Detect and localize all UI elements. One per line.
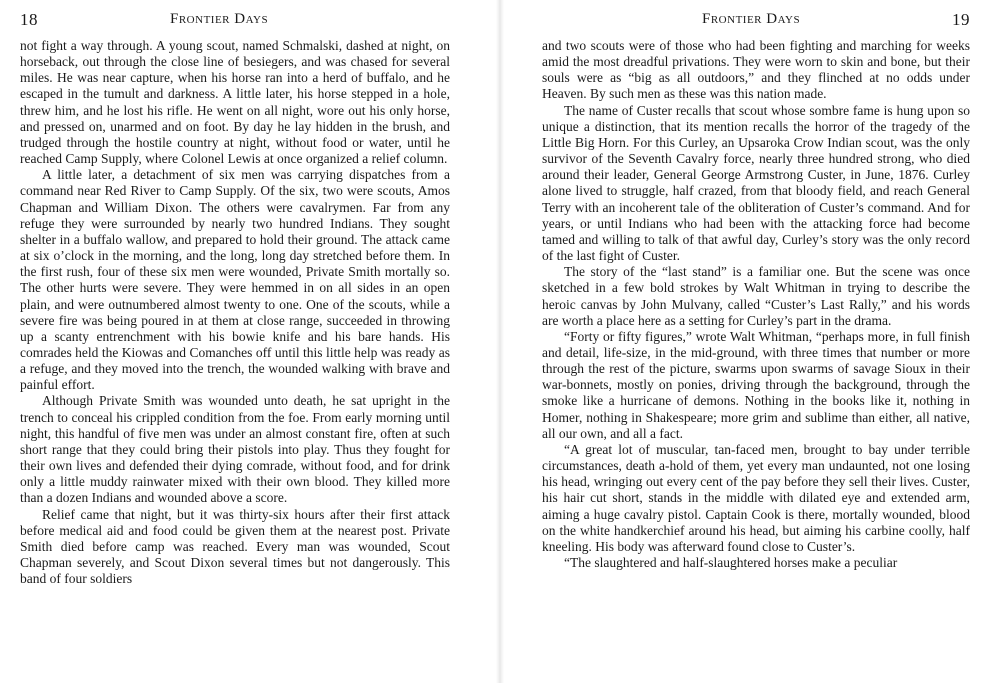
right-page-header [542, 10, 970, 30]
paragraph: and two scouts were of those who had been fighting and marching for weeks amid the most dreadful privations. They were worn to skin and bone, but their souls were as “big as all outdoors,” and they flinched at no odds under Heaven. By such men as these was this nation made. [542, 38, 970, 102]
paragraph: “Forty or fifty figures,” wrote Walt Whitman, “perhaps more, in full finish and detail, life-size, in the mid-ground, with three times that number or more through the rest of the picture, swarms upon swarms of savage Sioux in their war-bonnets, mostly on ponies, driving through the background, through the smoke like a hurricane of demons. Nothing in the books like it, nothing in Homer, nothing in Shakespeare; more grim and sublime than either, all native, all our own, and all a fact. [542, 328, 970, 441]
paragraph: A little later, a detachment of six men was carrying dispatches from a command near Red River to Camp Supply. Of the six, two were scouts, Amos Chapman and William Dixon. The others were cavalrymen. Far from any refuge they were surrounded by nearly two hundred Indians. They sought shelter in a buffalo wallow, and prepared to hold their ground. The attack came at six o’clock in the morning, and the long, long day stretched before them. In the first rush, four of these six men were wounded, Private Smith mortally so. The other hurts were severe. They were hemmed in on all sides in an open plain, and were outnumbered almost twenty to one. One of the scouts, while a severe fire was being poured in at them at close range, succeeded in throwing up a scanty entrenchment with his bowie knife and his bare hands. His comrades held the Kiowas and Comanches off until this little help was ready as a refuge, and they moved into the trench, the wounded walking with brave and painful effort. [20, 167, 450, 393]
running-head: Frontier Days [170, 11, 269, 27]
running-head: Frontier Days [702, 11, 801, 27]
paragraph: Relief came that night, but it was thirty-six hours after their first attack before medical aid and food could be given them at the nearest post. Private Smith died before camp was reached. Every man was wounded, Scout Chapman severely, and Scout Dixon several times but not dangerously. This band of four soldiers [20, 506, 450, 587]
right-page-text [542, 38, 970, 571]
paragraph: not fight a way through. A young scout, named Schmalski, dashed at night, on horseback, out through the close line of besiegers, and was chased for several miles. He was near capture, when his horse ran into a herd of buffalo, and he escaped in the tumult and darkness. A little later, his horse stepped in a hole, threw him, and he lost his rifle. He went on all night, wore out his only horse, and pressed on, unarmed and on foot. By day he lay hidden in the brush, and trudged through the hostile country at night, without food or water, until he reached Camp Supply, where Colonel Lewis at once organized a relief column. [20, 38, 450, 167]
paragraph: “A great lot of muscular, tan-faced men, brought to bay under terrible circumstances, death a-hold of them, yet every man undaunted, not one losing his head, wringing out every cent of the pay before they sell their lives. Custer, his hair cut short, stands in the middle with dilated eye and extended arm, aiming a huge cavalry pistol. Captain Cook is there, mortally wounded, blood on the white handkerchief around his head, but aiming his carbine coolly, half kneeling. His body was afterward found close to Custer’s. [542, 441, 970, 554]
paragraph: The name of Custer recalls that scout whose sombre fame is hung upon so unique a distinction, that its mention recalls the horror of the tragedy of the Little Big Horn. For this Curley, an Upsaroka Crow Indian scout, was the only survivor of the Seventh Cavalry force, nearly three hundred strong, who died around their leader, General George Armstrong Custer, in June, 1876. Curley alone lived to struggle, half crazed, from that bloody field, and reach General Terry with an incoherent tale of the obliteration of Custer’s command. And for years, or until Indians who had been with the attacking force had become tamed and willing to talk of that awful day, Curley’s story was the only record of the last fight of Custer. [542, 102, 970, 264]
page-number: 19 [952, 10, 970, 29]
left-page-text [20, 38, 450, 587]
paragraph: The story of the “last stand” is a familiar one. But the scene was once sketched in a few bold strokes by Walt Whitman in trying to describe the heroic canvas by John Mulvany, called “Custer’s Last Rally,” and his words are worth a place here as a setting for Curley’s part in the drama. [542, 264, 970, 328]
paragraph: Although Private Smith was wounded unto death, he sat upright in the trench to conceal his crippled condition from the foe. From early morning until night, this handful of five men was under an almost constant fire, often at such short range that they could bring their pistols into play. Thus they fought for their own lives and defended their dying comrade, without food, and for drink only a little muddy rainwater mixed with their own blood. They killed more than a dozen Indians and wounded above a score. [20, 393, 450, 506]
left-page-header [20, 10, 450, 30]
right-page [500, 0, 1000, 683]
page-number: 18 [20, 10, 38, 29]
paragraph: “The slaughtered and half-slaughtered horses make a peculiar [564, 555, 898, 570]
